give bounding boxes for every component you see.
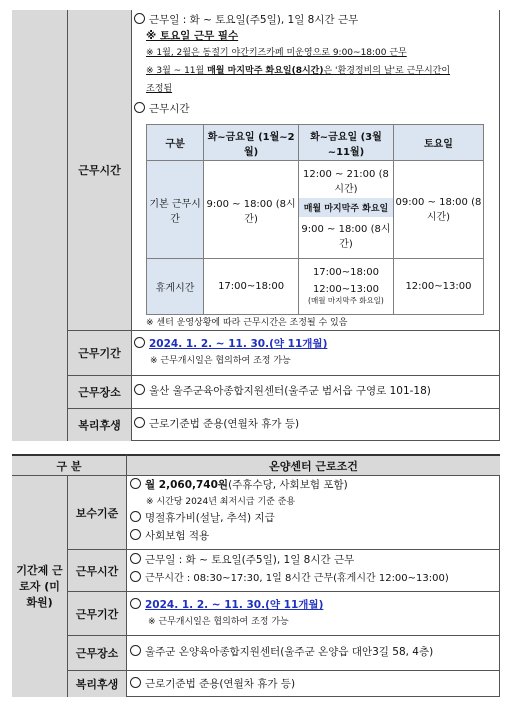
maintenance-note-cont: 조정됨 [146,84,173,94]
place-label: 근무장소 [67,375,131,408]
schedule-head-col2: 화~금요일 (3월~11월) [299,125,394,161]
welfare-label: 복리후생 [67,408,131,441]
circle-bullet-icon [130,598,141,609]
schedule-row2-col3: 12:00~13:00 [393,259,483,315]
schedule-row2-col1: 17:00~18:00 [204,259,299,315]
hours-line1: 근무일 : 화 ~ 토요일(주5일), 1일 8시간 근무 [130,553,354,567]
t2-place-label: 근무장소 [67,635,126,670]
hours-label: 근무시간 [67,549,126,591]
t2-period-value: 2024. 1. 2. ~ 11. 30.(약 11개월) [130,598,323,612]
circle-bullet-icon [134,102,145,113]
winter-note: ※ 1월, 2월은 동절기 야간키즈카페 미운영으로 9:00~18:00 근무 [146,48,407,58]
table1-left-strip [12,10,67,441]
circle-bullet-icon [130,511,141,522]
hours-subheading: 근무시간 [134,102,190,116]
work-hours-label: 근무시간 [67,10,131,330]
t2-place-value: 울주군 온양육아종합지원센터(울주군 온양읍 대안3길 58, 4층) [130,645,433,659]
schedule-head-gubun: 구분 [147,125,204,161]
circle-bullet-icon [130,478,141,489]
circle-bullet-icon [134,13,145,24]
pay-line1: 월 2,060,740원(주휴수당, 사회보험 포함) [130,478,348,492]
table2 [12,454,500,697]
period-value: 2024. 1. 2. ~ 11. 30.(약 11개월) [134,337,327,351]
table2-head-left: 구 분 [12,454,126,475]
t2-welfare-label: 복리후생 [67,670,126,697]
circle-bullet-icon [134,384,145,395]
pay-label: 보수기준 [67,475,126,549]
schedule-head-col1: 화~금요일 (1월~2월) [204,125,299,161]
t2-welfare-value: 근로기준법 준용(연월차 휴가 등) [130,677,295,691]
welfare-value: 근로기준법 준용(연월차 휴가 등) [134,417,299,431]
last-tuesday-label: 매월 마지막주 화요일 [299,198,393,217]
schedule-table [146,124,484,315]
saturday-note: ※ 토요일 근무 필수 [146,30,239,42]
t2-period-label: 근무기간 [67,591,126,635]
circle-bullet-icon [130,645,141,656]
group-label: 기간제 근로자 (미화원) [12,475,67,697]
table2-head-right: 온양센터 근로조건 [126,454,500,475]
circle-bullet-icon [130,677,141,688]
t2-period-note: ※ 근무개시일은 협의하여 조정 가능 [148,617,289,627]
schedule-row1-col2: 12:00 ~ 21:00 (8시간) 매월 마지막주 화요일 9:00 ~ 18:00 (8시간) [299,161,394,259]
place-value: 울산 울주군육아종합지원센터(울주군 범서읍 구영로 101-18) [134,384,431,398]
circle-bullet-icon [130,553,141,564]
circle-bullet-icon [130,529,141,540]
schedule-row1-col1: 9:00 ~ 18:00 (8시간) [204,161,299,259]
table1 [12,10,500,441]
period-label: 근무기간 [67,330,131,375]
schedule-row2-label: 휴게시간 [147,259,204,315]
hours-line2: 근무시간 : 08:30~17:30, 1일 8시간 근무(휴게시간 12:00~13:00) [130,571,449,586]
schedule-row2-col2: 17:00~18:00 12:00~13:00 (매월 마지막주 화요일) [299,259,394,315]
circle-bullet-icon [134,337,145,348]
pay-line3: 명절휴가비(설날, 추석) 지급 [130,511,275,525]
schedule-row1-label: 기본 근무시간 [147,161,204,259]
schedule-head-col3: 토요일 [393,125,483,161]
pay-line2: ※ 시간당 2024년 최저시급 기준 준용 [146,497,296,507]
circle-bullet-icon [130,571,141,582]
work-days-line: 근무일 : 화 ~ 토요일(주5일), 1일 8시간 근무 [134,13,358,27]
period-note: ※ 근무개시일은 협의하여 조정 가능 [150,356,291,366]
schedule-row1-col3: 09:00 ~ 18:00 (8시간) [393,161,483,259]
pay-line4: 사회보험 적용 [130,529,209,543]
circle-bullet-icon [134,417,145,428]
schedule-note: ※ 센터 운영상황에 따라 근무시간은 조정될 수 있음 [146,318,348,328]
maintenance-note: ※ 3월 ~ 11월 매월 마지막주 화요일(8시간)은 '환경정비의 날'로 근무시간이 [146,66,451,76]
